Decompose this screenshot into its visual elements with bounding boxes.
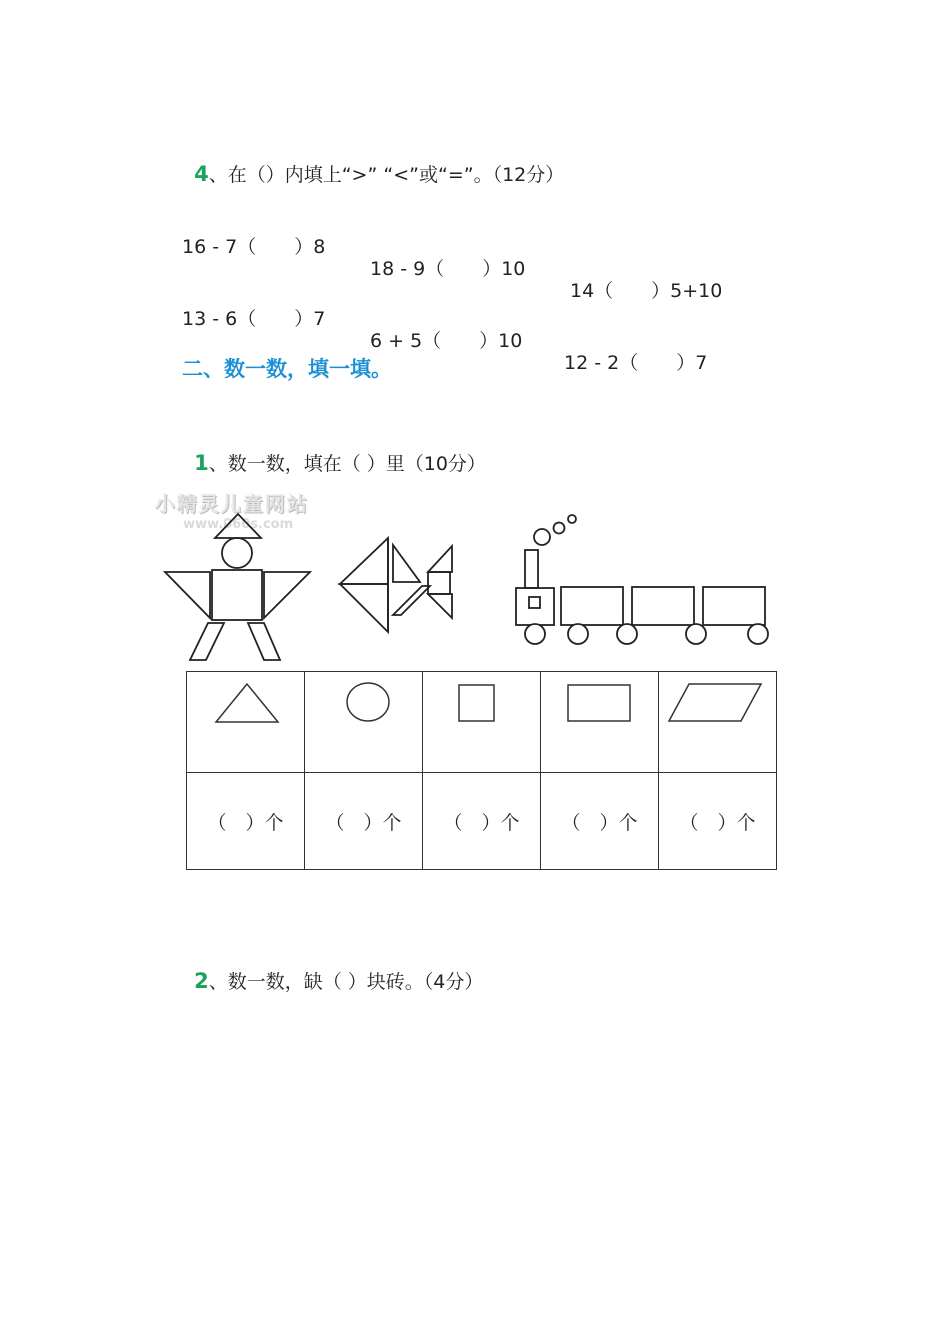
count-blank: （ ）个 [561, 811, 638, 834]
question-number: 2 [194, 969, 209, 993]
shape-cell [305, 672, 423, 773]
count-blank: （ ）个 [443, 811, 520, 834]
person-figure [165, 514, 310, 660]
fish-figure [340, 538, 452, 632]
comparison-item: 16 - 7（ ）8 [182, 236, 326, 258]
watermark-logo: 小精灵儿童网站 [155, 492, 309, 516]
comparison-item: 14（ ）5+10 [570, 280, 723, 302]
watermark-url: www.060s.com [183, 517, 294, 532]
shape-cell [423, 672, 541, 773]
count-cell[interactable] [187, 773, 305, 870]
circle-icon [305, 672, 422, 768]
comparison-item: 18 - 9（ ）10 [370, 258, 526, 280]
shape-cell [659, 672, 777, 773]
count-cell[interactable] [423, 773, 541, 870]
comparison-item: 12 - 2（ ）7 [564, 352, 708, 374]
triangle-icon [187, 672, 304, 768]
count-blank: （ ）个 [207, 811, 284, 834]
shape-icon-row [187, 672, 777, 773]
comparison-item: 13 - 6（ ）7 [182, 308, 326, 330]
count-cell[interactable] [659, 773, 777, 870]
shape-cell [187, 672, 305, 773]
train-figure [516, 515, 768, 644]
count-blank: （ ）个 [325, 811, 402, 834]
question-number: 4 [194, 162, 209, 186]
question-4-heading [182, 138, 564, 187]
question-text: 、数一数，填在（ ）里（10分） [208, 453, 486, 475]
count-row [187, 773, 777, 870]
shape-figures [160, 510, 780, 665]
shape-cell [541, 672, 659, 773]
question-text: 、数一数，缺（ ）块砖。（4分） [208, 971, 484, 993]
count-blank: （ ）个 [679, 811, 756, 834]
question-text: 、在（）内填上“>” “<”或“=”。（12分） [208, 164, 565, 186]
parallelogram-icon [659, 672, 776, 768]
rectangle-icon [541, 672, 658, 768]
count-cell[interactable] [541, 773, 659, 870]
question-2-heading [182, 945, 483, 994]
square-icon [423, 672, 540, 768]
question-1-heading [182, 427, 486, 476]
count-cell[interactable] [305, 773, 423, 870]
section-title: 二、数一数，填一填。 [182, 357, 392, 381]
shape-count-table [186, 671, 777, 870]
comparison-item: 6 + 5（ ）10 [370, 330, 523, 352]
question-number: 1 [194, 451, 209, 475]
